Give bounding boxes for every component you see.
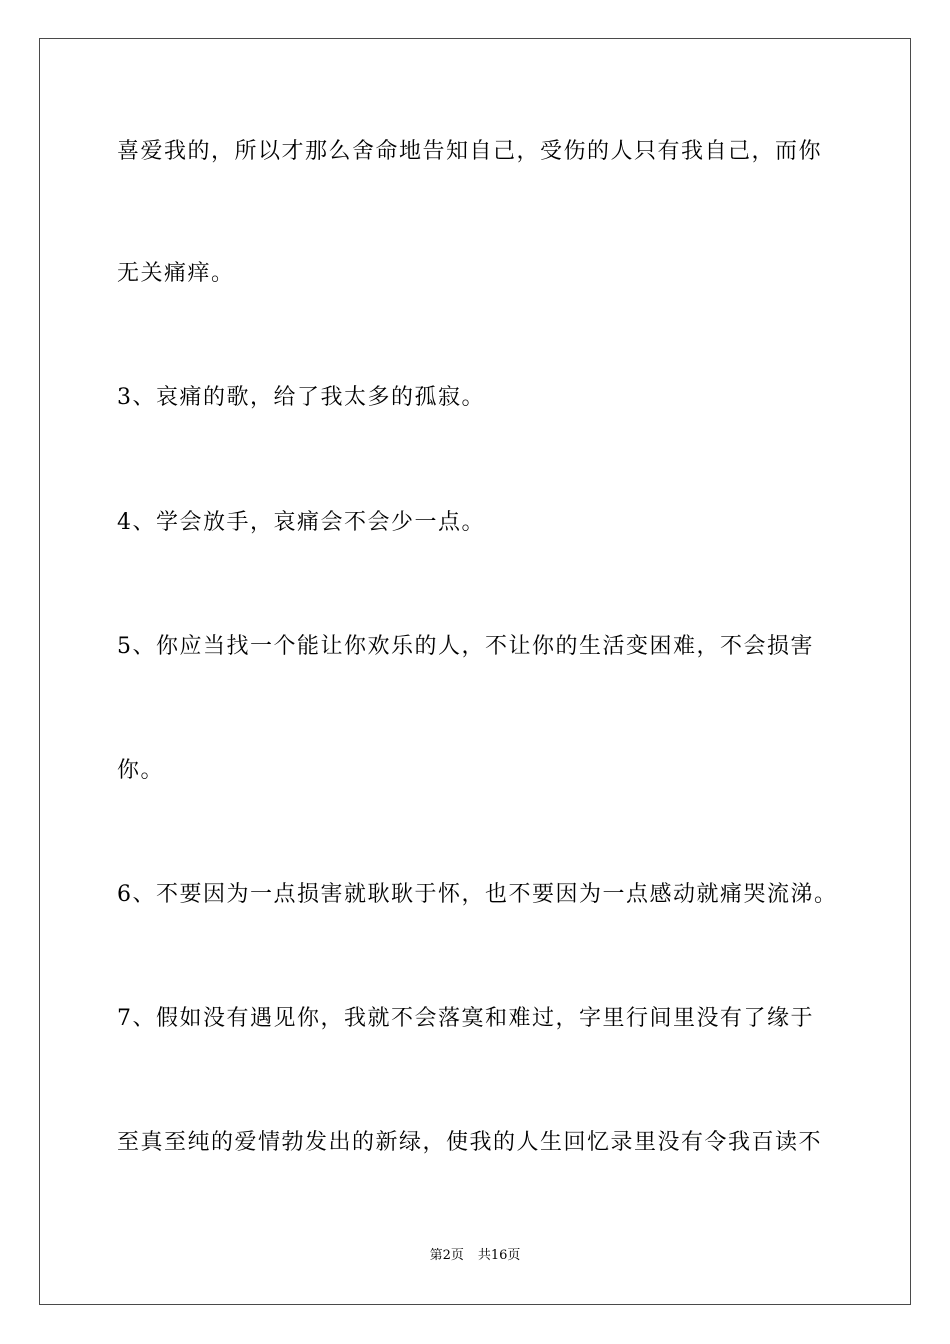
body-text-line: 无关痛痒。 [117, 261, 235, 286]
body-text-line: 4、学会放手，哀痛会不会少一点。 [117, 510, 485, 535]
page-number: 第2页 [429, 1248, 464, 1263]
body-text-line: 6、不要因为一点损害就耿耿于怀，也不要因为一点感动就痛哭流涕。 [117, 882, 838, 907]
body-text-line: 至真至纯的爱情勃发出的新绿，使我的人生回忆录里没有令我百读不 [117, 1130, 823, 1155]
page-border [39, 38, 911, 1305]
page-total: 共16页 [477, 1248, 521, 1263]
body-text-line: 你。 [117, 758, 165, 783]
body-text-line: 喜爱我的，所以才那么舍命地告知自己，受伤的人只有我自己，而你 [117, 139, 823, 164]
body-text-line: 7、假如没有遇见你，我就不会落寞和难过，字里行间里没有了缘于 [117, 1006, 814, 1031]
body-text-line: 5、你应当找一个能让你欢乐的人，不让你的生活变困难，不会损害 [117, 634, 814, 659]
body-text-line: 3、哀痛的歌，给了我太多的孤寂。 [117, 385, 485, 410]
page-footer [0, 1247, 950, 1265]
